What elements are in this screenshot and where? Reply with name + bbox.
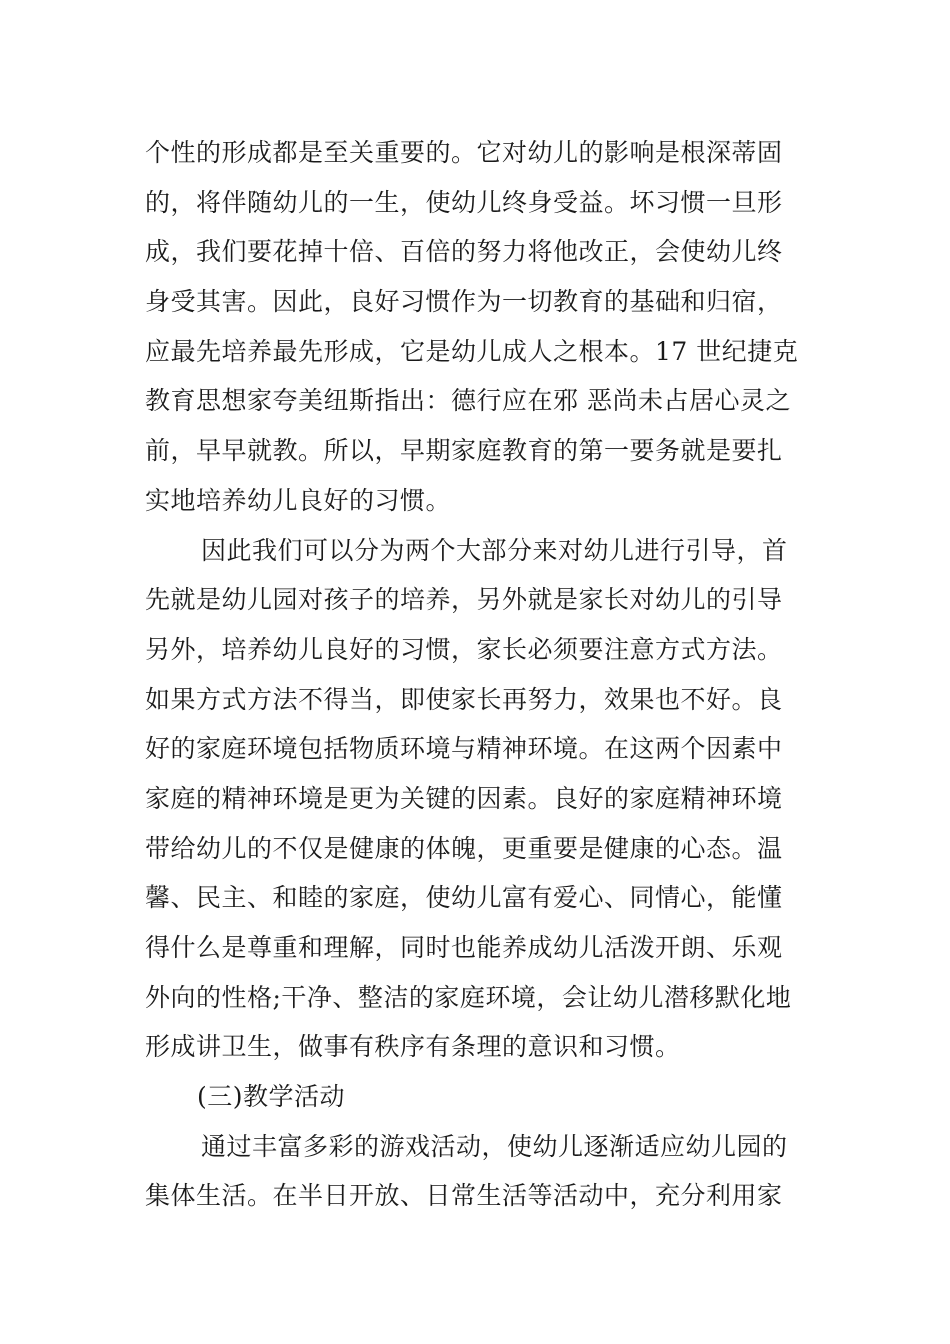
text-line: 通过丰富多彩的游戏活动，使幼儿逐渐适应幼儿园的 <box>201 1131 788 1161</box>
document-body <box>145 128 810 1221</box>
text-line: 先就是幼儿园对孩子的培养，另外就是家长对幼儿的引导 <box>145 585 783 615</box>
text-line: 因此我们可以分为两个大部分来对幼儿进行引导，首 <box>201 535 788 565</box>
text-line: 实地培养幼儿良好的习惯。 <box>145 485 452 515</box>
text-line: 个性的形成都是至关重要的。它对幼儿的影响是根深蒂固 <box>145 138 783 167</box>
text-line: 家庭的精神环境是更为关键的因素。良好的家庭精神环境 <box>145 783 783 813</box>
text-line: 好的家庭环境包括物质环境与精神环境。在这两个因素中 <box>145 734 783 764</box>
text-line: 成，我们要花掉十倍、百倍的努力将他改正，会使幼儿终 <box>145 237 783 267</box>
text-line: 得什么是尊重和理解，同时也能养成幼儿活泼开朗、乐观 <box>145 933 783 962</box>
text-line: 的，将伴随幼儿的一生，使幼儿终身受益。坏习惯一旦形 <box>145 187 783 217</box>
paragraph-2 <box>145 526 810 1073</box>
text-line: 应最先培养最先形成，它是幼儿成人之根本。17 世纪捷克 <box>145 336 799 366</box>
text-line: 教育思想家夸美纽斯指出：德行应在邪 恶尚未占居心灵之 <box>145 386 791 416</box>
paragraph-1 <box>145 128 810 526</box>
text-line: 前，早早就教。所以，早期家庭教育的第一要务就是要扎 <box>145 436 783 466</box>
paragraph-3 <box>145 1122 810 1221</box>
text-line: 带给幼儿的不仅是健康的体魄，更重要是健康的心态。温 <box>145 833 783 863</box>
text-line: 另外，培养幼儿良好的习惯，家长必须要注意方式方法。 <box>145 634 783 664</box>
text-line: 身受其害。因此，良好习惯作为一切教育的基础和归宿， <box>145 287 783 317</box>
text-line: 集体生活。在半日开放、日常生活等活动中，充分利用家 <box>145 1181 783 1211</box>
text-line: 如果方式方法不得当，即使家长再努力，效果也不好。良 <box>145 684 783 714</box>
text-line: 馨、民主、和睦的家庭，使幼儿富有爱心、同情心，能懂 <box>145 883 783 913</box>
section-heading: (三)教学活动 <box>197 1082 346 1112</box>
text-line: 形成讲卫生，做事有秩序有条理的意识和习惯。 <box>145 1032 681 1062</box>
text-line: 外向的性格;干净、整洁的家庭环境，会让幼儿潜移默化地 <box>145 982 792 1012</box>
